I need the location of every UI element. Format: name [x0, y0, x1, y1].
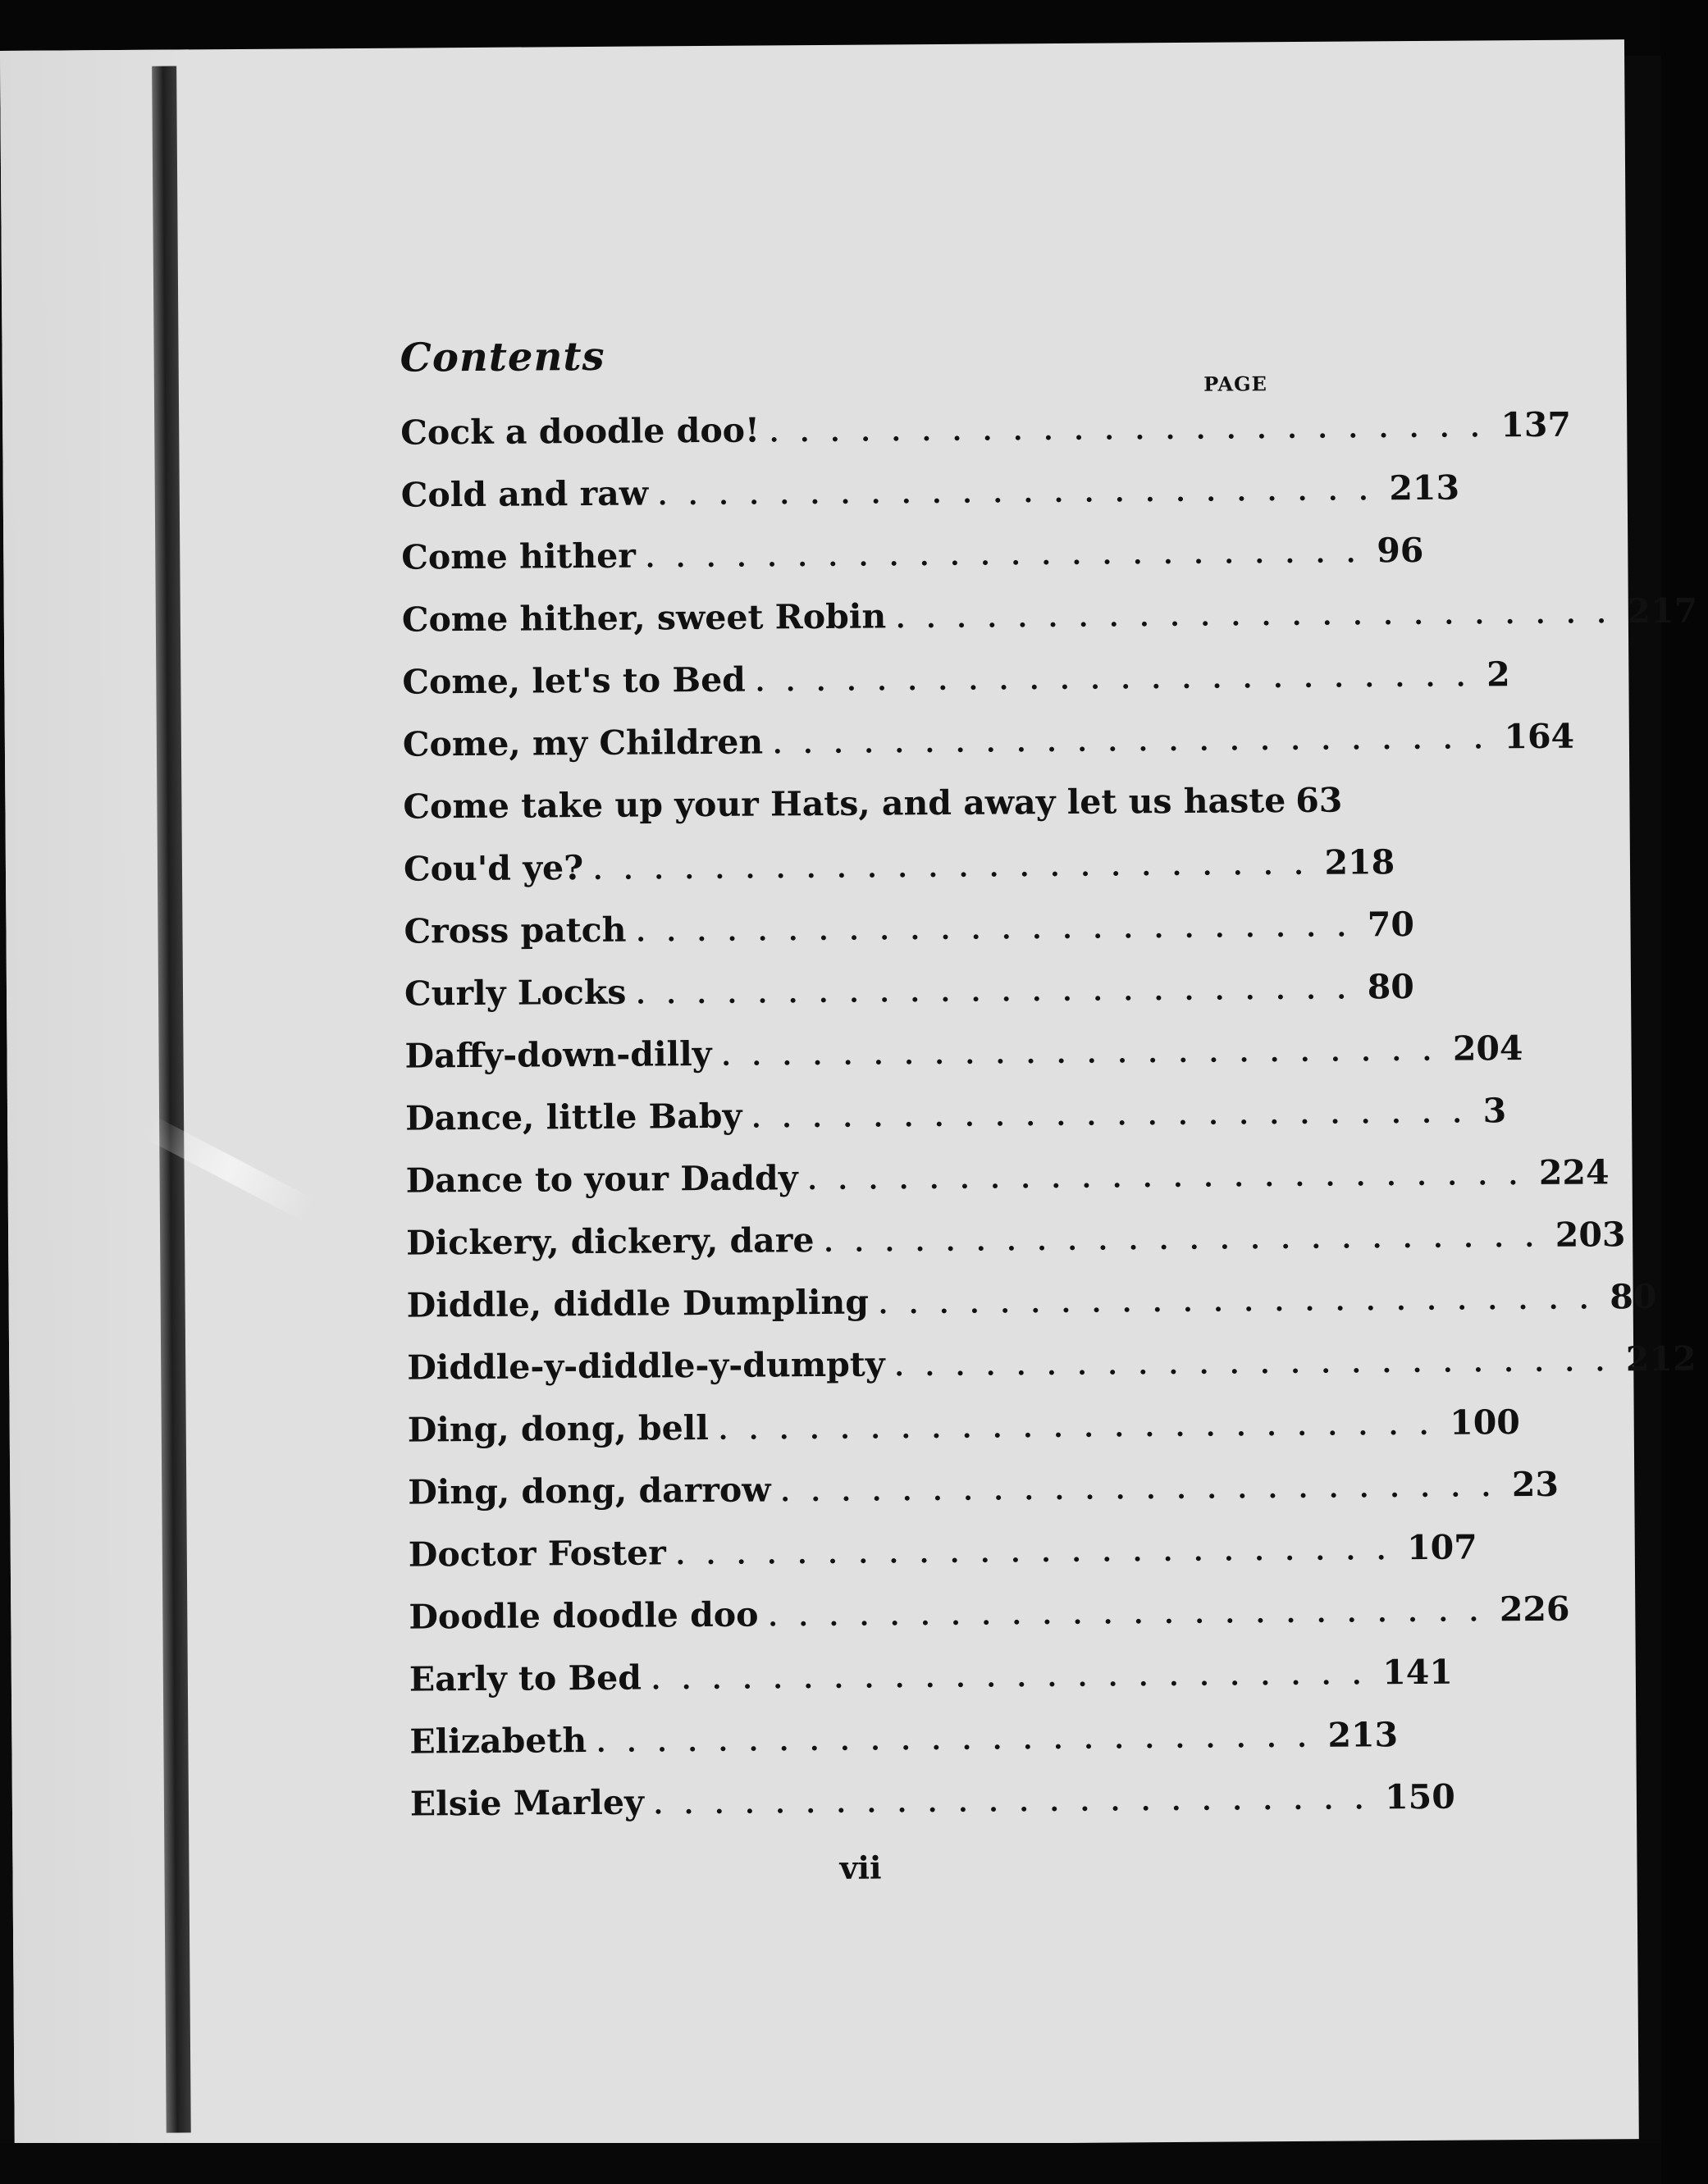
entry-title: Come take up your Hats, and away let us haste: [403, 781, 1286, 827]
entry-title: Come hither, sweet Robin: [401, 596, 887, 640]
entry-page-number: 100: [1450, 1402, 1520, 1443]
contents-page: [400, 329, 1698, 1847]
dot-leader: ........................: [721, 1035, 1454, 1072]
dot-leader: ........................: [896, 598, 1628, 635]
toc-entry: [400, 404, 1572, 476]
entry-page-number: 80: [1610, 1276, 1657, 1317]
entry-page-number: 224: [1538, 1152, 1610, 1192]
entry-title: Diddle-y-diddle-y-dumpty: [407, 1344, 885, 1388]
entry-page-number: 63: [1295, 780, 1343, 820]
dot-leader: ........................: [769, 412, 1501, 449]
entry-page-number: 218: [1324, 842, 1395, 882]
entry-page-number: 203: [1555, 1215, 1626, 1255]
toc-entry: [402, 654, 1510, 725]
entry-title: Come hither: [401, 536, 637, 577]
dot-leader: ........................: [773, 723, 1505, 760]
dot-leader: ........................: [636, 973, 1368, 1010]
toc-entry: [401, 530, 1424, 600]
toc-entry: [402, 716, 1575, 787]
dot-leader: ........................: [807, 1159, 1540, 1197]
entry-title: Cou'd ye?: [403, 848, 584, 889]
entry-page-number: 226: [1499, 1589, 1570, 1630]
entry-title: Ding, dong, bell: [407, 1408, 710, 1450]
entry-page-number: 2: [1487, 654, 1510, 695]
entry-page-number: 3: [1482, 1091, 1507, 1131]
toc-entry: [409, 1589, 1570, 1660]
dot-leader: ........................: [675, 1534, 1408, 1571]
entry-page-number: 164: [1504, 716, 1575, 757]
dot-leader: ........................: [636, 911, 1368, 948]
dot-leader: ........................: [657, 475, 1390, 512]
entry-title: Doctor Foster: [408, 1533, 666, 1575]
entry-title: Dickery, dickery, dare: [405, 1220, 815, 1263]
toc-entry: [404, 1091, 1507, 1161]
entry-title: Curly Locks: [404, 972, 627, 1014]
entry-page-number: 96: [1377, 530, 1424, 571]
entry-title: Elizabeth: [409, 1721, 587, 1762]
entry-page-number: 204: [1452, 1028, 1523, 1069]
page-folio: vii: [839, 1849, 882, 1886]
entry-title: Cross patch: [404, 910, 627, 951]
entry-page-number: 150: [1385, 1776, 1455, 1817]
entry-title: Come, let's to Bed: [402, 659, 747, 702]
entry-title: Dance to your Daddy: [405, 1158, 798, 1201]
entry-page-number: 213: [1389, 467, 1460, 508]
toc-list: [400, 404, 1698, 1847]
toc-entry: [408, 1464, 1560, 1535]
page-column-label: PAGE: [1203, 372, 1267, 396]
dot-leader: ........................: [645, 537, 1377, 574]
toc-entry: [407, 1338, 1697, 1411]
entry-title: Cold and raw: [400, 473, 649, 515]
toc-entry: [409, 1715, 1399, 1785]
contents-heading: Contents: [400, 333, 605, 381]
entry-title: Early to Bed: [409, 1657, 642, 1699]
toc-entry: [403, 842, 1395, 912]
dot-leader: ........................: [751, 1097, 1483, 1134]
entry-page-number: 23: [1511, 1464, 1560, 1505]
entry-title: Diddle, diddle Dumpling: [406, 1282, 870, 1325]
toc-entry: [404, 966, 1414, 1037]
toc-entry: [400, 467, 1460, 538]
entry-page-number: 212: [1625, 1338, 1697, 1379]
dot-leader: ........................: [780, 1471, 1513, 1508]
toc-entry: [405, 1152, 1610, 1224]
toc-entry: [404, 1028, 1523, 1099]
dot-leader: ........................: [755, 661, 1487, 698]
dot-leader: ........................: [593, 849, 1325, 886]
entry-title: Doodle doodle doo: [409, 1594, 759, 1637]
entry-title: Dance, little Baby: [404, 1096, 742, 1138]
toc-entry: [405, 1215, 1626, 1286]
toc-entry: [403, 780, 1343, 850]
entry-page-number: 70: [1367, 904, 1415, 945]
toc-entry: [406, 1276, 1657, 1348]
entry-title: Elsie Marley: [409, 1782, 644, 1824]
scan-bottom-border: [0, 2143, 1661, 2184]
dot-leader: ........................: [718, 1409, 1450, 1446]
dot-leader: ........................: [894, 1346, 1627, 1383]
dot-leader: ........................: [824, 1221, 1555, 1259]
toc-entry: [407, 1402, 1520, 1473]
entry-title: Cock a doodle doo!: [400, 410, 760, 453]
entry-page-number: 80: [1367, 966, 1414, 1007]
dot-leader: ........................: [651, 1659, 1383, 1696]
paper-sheet: [0, 39, 1698, 2150]
toc-entry: [409, 1652, 1454, 1722]
entry-title: Ding, dong, darrow: [408, 1470, 771, 1512]
dot-leader: ........................: [878, 1283, 1610, 1320]
entry-page-number: 141: [1382, 1652, 1454, 1693]
toc-entry: [404, 904, 1415, 974]
dot-leader: ........................: [653, 1784, 1386, 1821]
entry-page-number: 107: [1406, 1527, 1477, 1568]
entry-title: Come, my Children: [402, 722, 764, 764]
toc-entry: [408, 1527, 1477, 1598]
dot-leader: ........................: [596, 1721, 1328, 1758]
entry-page-number: 217: [1627, 590, 1698, 631]
entry-page-number: 137: [1500, 404, 1572, 445]
toc-entry: [409, 1776, 1455, 1847]
entry-title: Daffy-down-dilly: [404, 1033, 712, 1076]
entry-page-number: 213: [1327, 1715, 1399, 1755]
toc-entry: [401, 590, 1698, 663]
dot-leader: ........................: [768, 1596, 1500, 1633]
